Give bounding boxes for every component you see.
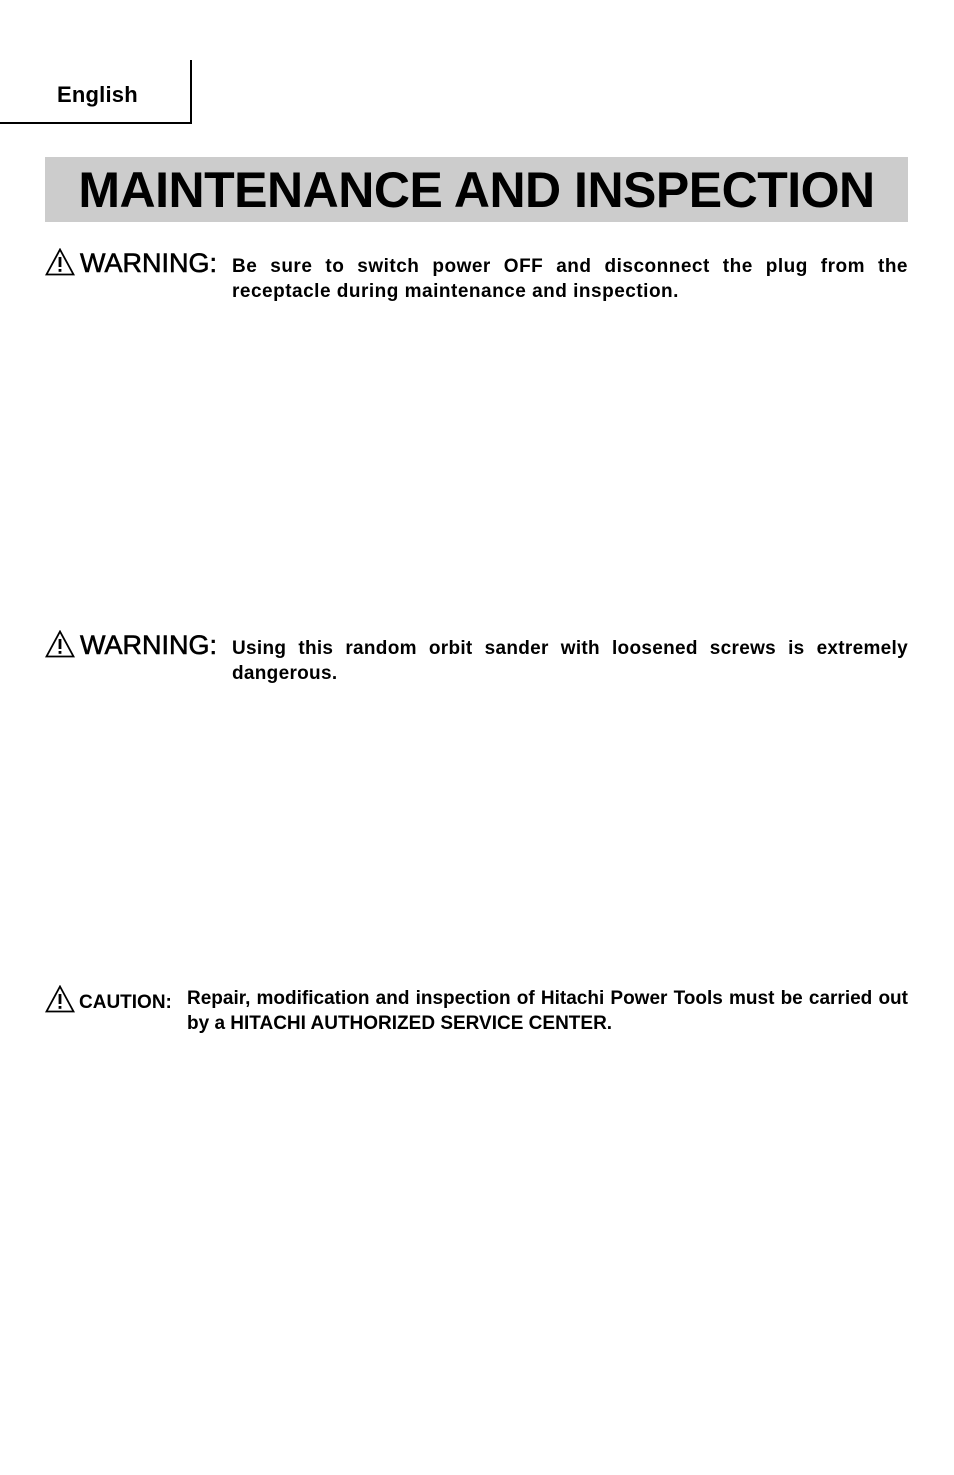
caution-text: Repair, modification and inspection of Hitachi Power Tools must be carried out by a HITACHI AUTHORIZED SERVICE CENTER. bbox=[187, 988, 908, 1034]
warning-label: WARNING: bbox=[80, 630, 217, 660]
warning-notice-power-off bbox=[45, 248, 908, 308]
warning-triangle-icon bbox=[45, 985, 75, 1013]
warning-triangle-icon bbox=[45, 248, 75, 276]
section-title-bar bbox=[45, 157, 908, 222]
warning-notice-loose-screws bbox=[45, 630, 908, 690]
warning-triangle-icon bbox=[45, 630, 75, 658]
section-title: MAINTENANCE AND INSPECTION bbox=[78, 161, 875, 218]
caution-notice-service bbox=[45, 985, 908, 1040]
caution-label: CAUTION: bbox=[79, 992, 172, 1013]
warning-text: Using this random orbit sander with loosened screws is extremely dangerous. bbox=[232, 638, 908, 684]
warning-text: Be sure to switch power OFF and disconnect the plug from the receptacle during maintenance and inspection. bbox=[232, 256, 908, 302]
language-label: English bbox=[57, 82, 138, 107]
warning-label: WARNING: bbox=[80, 248, 217, 278]
